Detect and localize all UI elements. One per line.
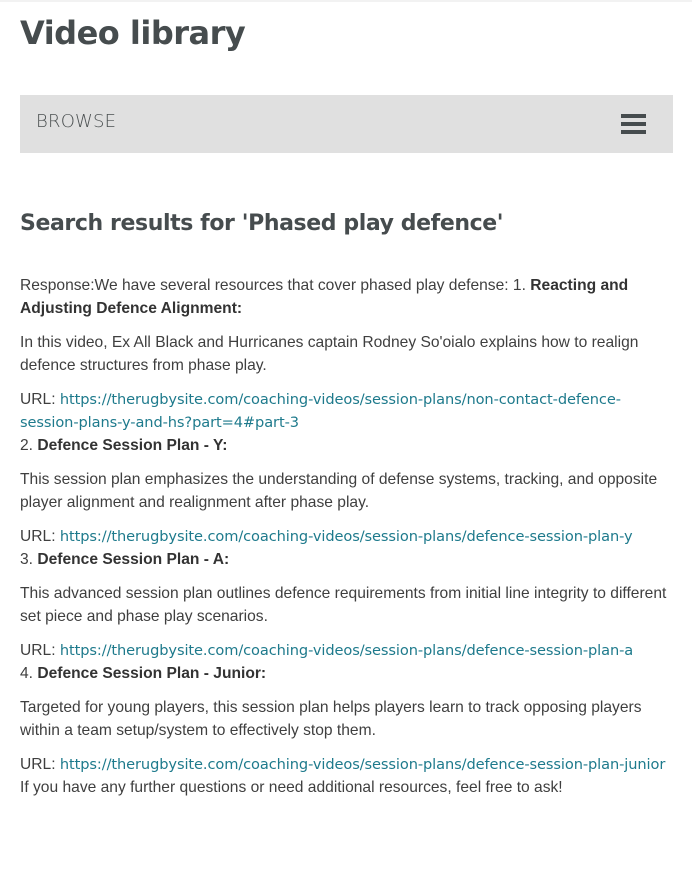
result-heading — [20, 662, 670, 685]
url-label: URL: — [20, 528, 60, 545]
menu-icon-bar — [621, 114, 646, 118]
browse-menu-bar[interactable] — [20, 95, 673, 153]
result-link[interactable]: https://therugbysite.com/coaching-videos/session-plans/defence-session-plan-y — [59, 528, 633, 545]
result-heading — [20, 434, 670, 457]
result-title: Defence Session Plan - Junior: — [37, 665, 267, 682]
result-number: 4. — [20, 665, 38, 682]
result-link[interactable]: https://therugbysite.com/coaching-videos/session-plans/defence-session-plan-a — [59, 642, 634, 659]
result-url-line — [20, 753, 670, 776]
page-title: Video library — [20, 14, 246, 52]
url-label: URL: — [20, 642, 60, 659]
result-url-line — [20, 388, 670, 434]
closing-text: If you have any further questions or need additional resources, feel free to ask! — [20, 779, 563, 796]
result-link[interactable]: https://therugbysite.com/coaching-videos/session-plans/non-contact-defence-session-plans-y-and-hs?part=4#part-3 — [20, 391, 621, 431]
result-url-line — [20, 639, 670, 662]
browse-label: BROWSE — [36, 111, 117, 132]
result-title: Defence Session Plan - Y: — [37, 437, 228, 454]
result-number: 3. — [20, 551, 38, 568]
menu-icon-bar — [621, 130, 646, 134]
result-description: This advanced session plan outlines defence requirements from initial line integrity to different set piece and phase play scenarios. — [20, 585, 667, 625]
result-description: This session plan emphasizes the understanding of defense systems, tracking, and opposite player alignment and realignment after phase play. — [20, 471, 658, 511]
result-link[interactable]: https://therugbysite.com/coaching-videos/session-plans/defence-session-plan-junior — [59, 756, 666, 773]
intro-text: Response:We have several resources that cover phased play defense: 1. — [20, 277, 531, 294]
result-url-line — [20, 525, 670, 548]
result-heading — [20, 548, 670, 571]
result-title: Reacting and Adjusting Defence Alignment: — [20, 277, 629, 317]
search-results-content — [20, 274, 670, 799]
hamburger-menu-icon[interactable] — [621, 114, 646, 134]
result-description: Targeted for young players, this session plan helps players learn to track opposing players within a team setup/system to effectively stop them. — [20, 699, 642, 739]
result-number: 2. — [20, 437, 38, 454]
menu-icon-bar — [621, 122, 646, 126]
result-intro — [20, 274, 670, 320]
url-label: URL: — [20, 756, 60, 773]
url-label: URL: — [20, 391, 60, 408]
result-title: Defence Session Plan - A: — [37, 551, 230, 568]
search-results-title: Search results for 'Phased play defence' — [20, 211, 504, 236]
result-description: In this video, Ex All Black and Hurricanes captain Rodney So'oialo explains how to realign defence structures from phase play. — [20, 334, 639, 374]
